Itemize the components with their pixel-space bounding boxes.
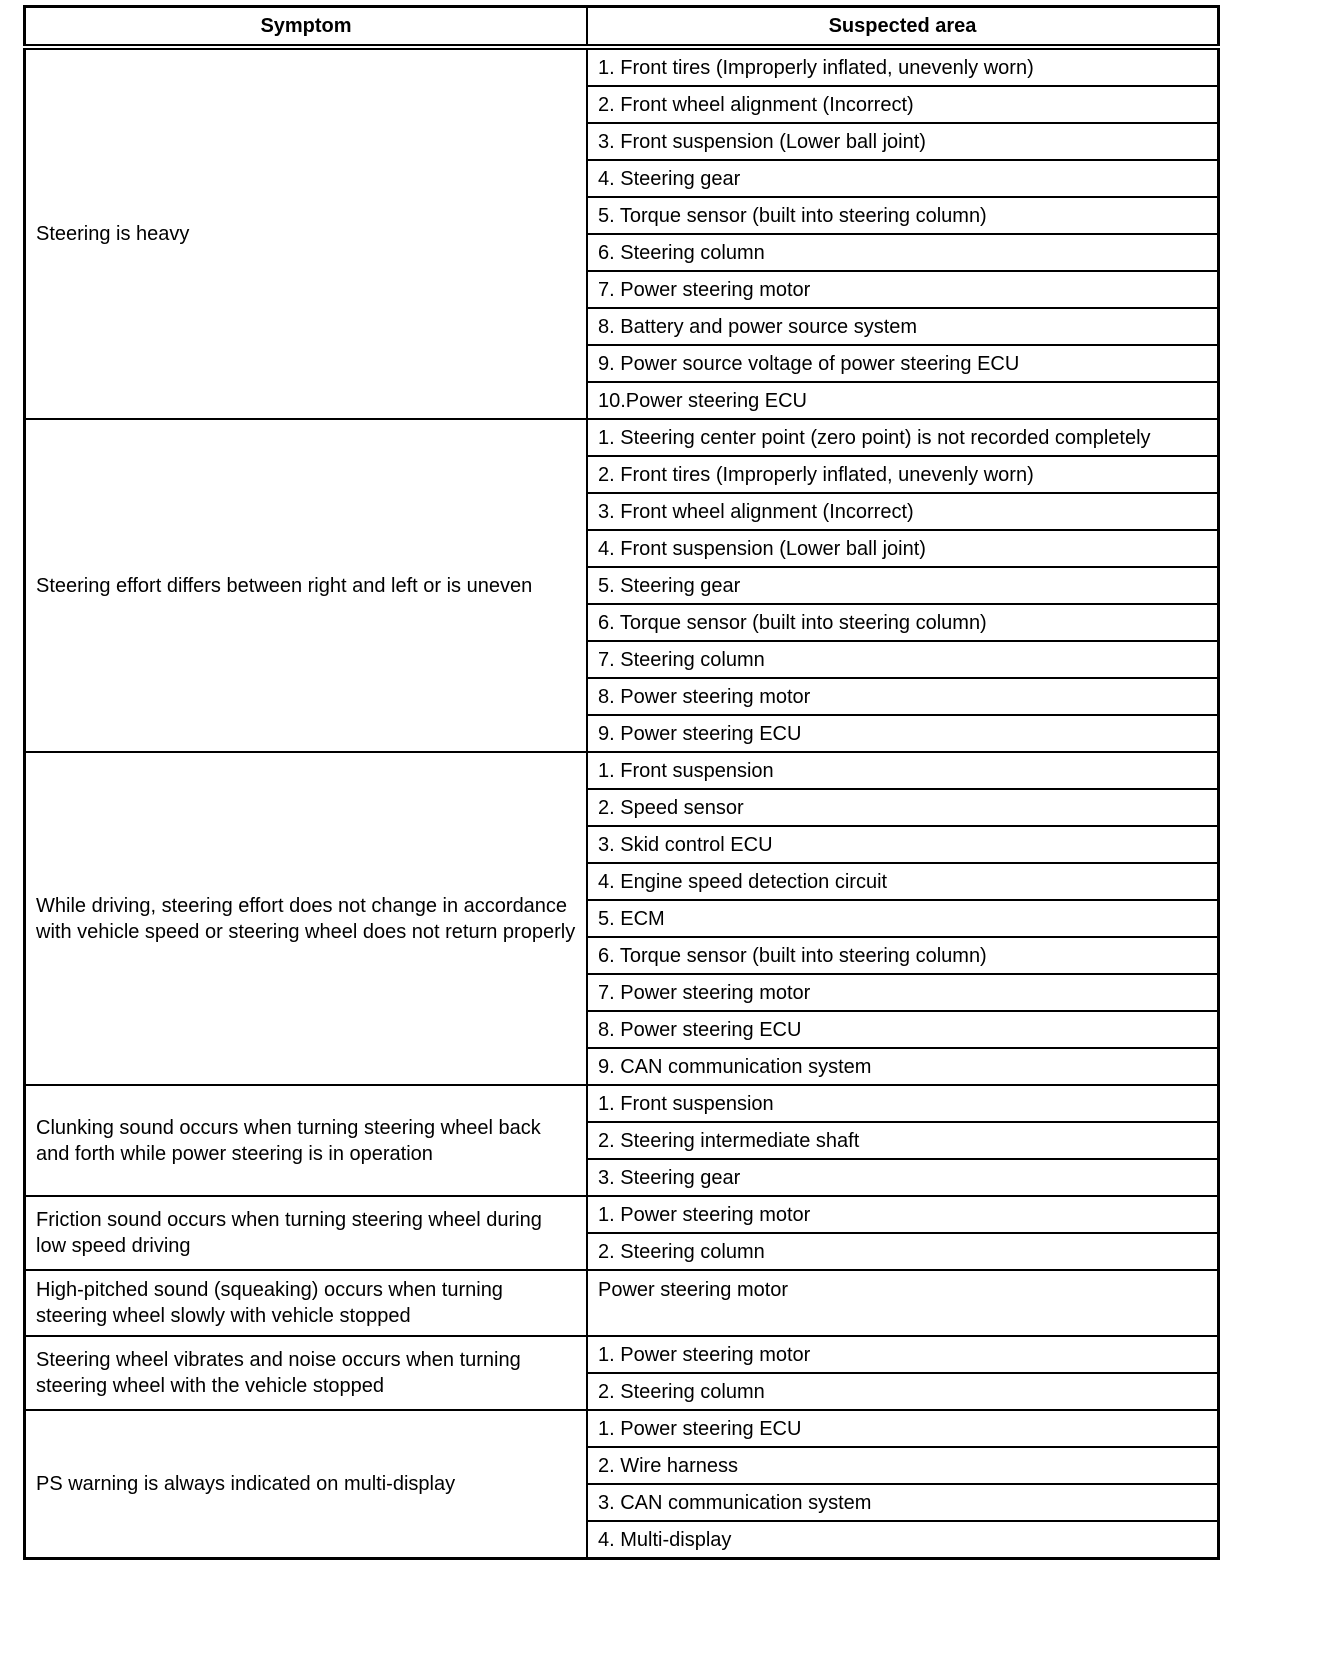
- table-body: [25, 47, 1219, 1559]
- suspected-area-cell: 6. Torque sensor (built into steering column): [587, 937, 1219, 974]
- suspected-area-cell: 1. Front suspension: [587, 1085, 1219, 1122]
- suspected-area-cell: 10.Power steering ECU: [587, 382, 1219, 419]
- suspected-area-cell: 5. Steering gear: [587, 567, 1219, 604]
- symptom-header: Symptom: [25, 7, 588, 48]
- symptom-cell: High-pitched sound (squeaking) occurs when turning steering wheel slowly with vehicle stopped: [25, 1270, 588, 1336]
- suspected-area-cell: 6. Steering column: [587, 234, 1219, 271]
- suspected-area-cell: 2. Steering intermediate shaft: [587, 1122, 1219, 1159]
- suspected-area-cell: Power steering motor: [587, 1270, 1219, 1336]
- suspected-area-cell: 1. Power steering motor: [587, 1336, 1219, 1373]
- suspected-area-cell: 2. Wire harness: [587, 1447, 1219, 1484]
- suspected-area-cell: 4. Multi-display: [587, 1521, 1219, 1559]
- suspected-area-cell: 8. Battery and power source system: [587, 308, 1219, 345]
- table-row: [25, 47, 1219, 86]
- table-row: [25, 419, 1219, 456]
- suspected-area-cell: 3. Front wheel alignment (Incorrect): [587, 493, 1219, 530]
- suspected-area-cell: 2. Front wheel alignment (Incorrect): [587, 86, 1219, 123]
- table-row: [25, 1336, 1219, 1373]
- suspected-area-cell: 2. Steering column: [587, 1233, 1219, 1270]
- symptom-cell: PS warning is always indicated on multi-display: [25, 1410, 588, 1559]
- suspected-area-cell: 1. Steering center point (zero point) is not recorded completely: [587, 419, 1219, 456]
- suspected-area-cell: 9. Power steering ECU: [587, 715, 1219, 752]
- table-row: [25, 1270, 1219, 1336]
- suspected-area-header: Suspected area: [587, 7, 1219, 48]
- symptom-cell: Steering effort differs between right and left or is uneven: [25, 419, 588, 752]
- symptom-cell: While driving, steering effort does not change in accordance with vehicle speed or steering wheel does not return properly: [25, 752, 588, 1085]
- suspected-area-cell: 1. Power steering ECU: [587, 1410, 1219, 1447]
- suspected-area-cell: 2. Steering column: [587, 1373, 1219, 1410]
- suspected-area-cell: 4. Engine speed detection circuit: [587, 863, 1219, 900]
- suspected-area-cell: 7. Power steering motor: [587, 974, 1219, 1011]
- suspected-area-cell: 5. ECM: [587, 900, 1219, 937]
- troubleshooting-table: [23, 5, 1220, 1560]
- suspected-area-cell: 2. Front tires (Improperly inflated, unevenly worn): [587, 456, 1219, 493]
- suspected-area-cell: 7. Power steering motor: [587, 271, 1219, 308]
- suspected-area-cell: 1. Power steering motor: [587, 1196, 1219, 1233]
- suspected-area-cell: 8. Power steering ECU: [587, 1011, 1219, 1048]
- table-row: [25, 1410, 1219, 1447]
- suspected-area-cell: 3. CAN communication system: [587, 1484, 1219, 1521]
- suspected-area-cell: 4. Steering gear: [587, 160, 1219, 197]
- suspected-area-cell: 4. Front suspension (Lower ball joint): [587, 530, 1219, 567]
- suspected-area-cell: 1. Front suspension: [587, 752, 1219, 789]
- suspected-area-cell: 7. Steering column: [587, 641, 1219, 678]
- table-row: [25, 752, 1219, 789]
- table-row: [25, 1085, 1219, 1122]
- suspected-area-cell: 5. Torque sensor (built into steering column): [587, 197, 1219, 234]
- symptom-cell: Clunking sound occurs when turning steering wheel back and forth while power steering is in operation: [25, 1085, 588, 1196]
- suspected-area-cell: 6. Torque sensor (built into steering column): [587, 604, 1219, 641]
- symptom-cell: Friction sound occurs when turning steering wheel during low speed driving: [25, 1196, 588, 1270]
- table-row: [25, 1196, 1219, 1233]
- suspected-area-cell: 3. Front suspension (Lower ball joint): [587, 123, 1219, 160]
- symptom-cell: Steering wheel vibrates and noise occurs when turning steering wheel with the vehicle stopped: [25, 1336, 588, 1410]
- suspected-area-cell: 8. Power steering motor: [587, 678, 1219, 715]
- suspected-area-cell: 1. Front tires (Improperly inflated, unevenly worn): [587, 47, 1219, 86]
- suspected-area-cell: 3. Steering gear: [587, 1159, 1219, 1196]
- suspected-area-cell: 9. CAN communication system: [587, 1048, 1219, 1085]
- suspected-area-cell: 2. Speed sensor: [587, 789, 1219, 826]
- suspected-area-cell: 3. Skid control ECU: [587, 826, 1219, 863]
- symptom-cell: Steering is heavy: [25, 47, 588, 419]
- suspected-area-cell: 9. Power source voltage of power steering ECU: [587, 345, 1219, 382]
- header-row: [25, 7, 1219, 48]
